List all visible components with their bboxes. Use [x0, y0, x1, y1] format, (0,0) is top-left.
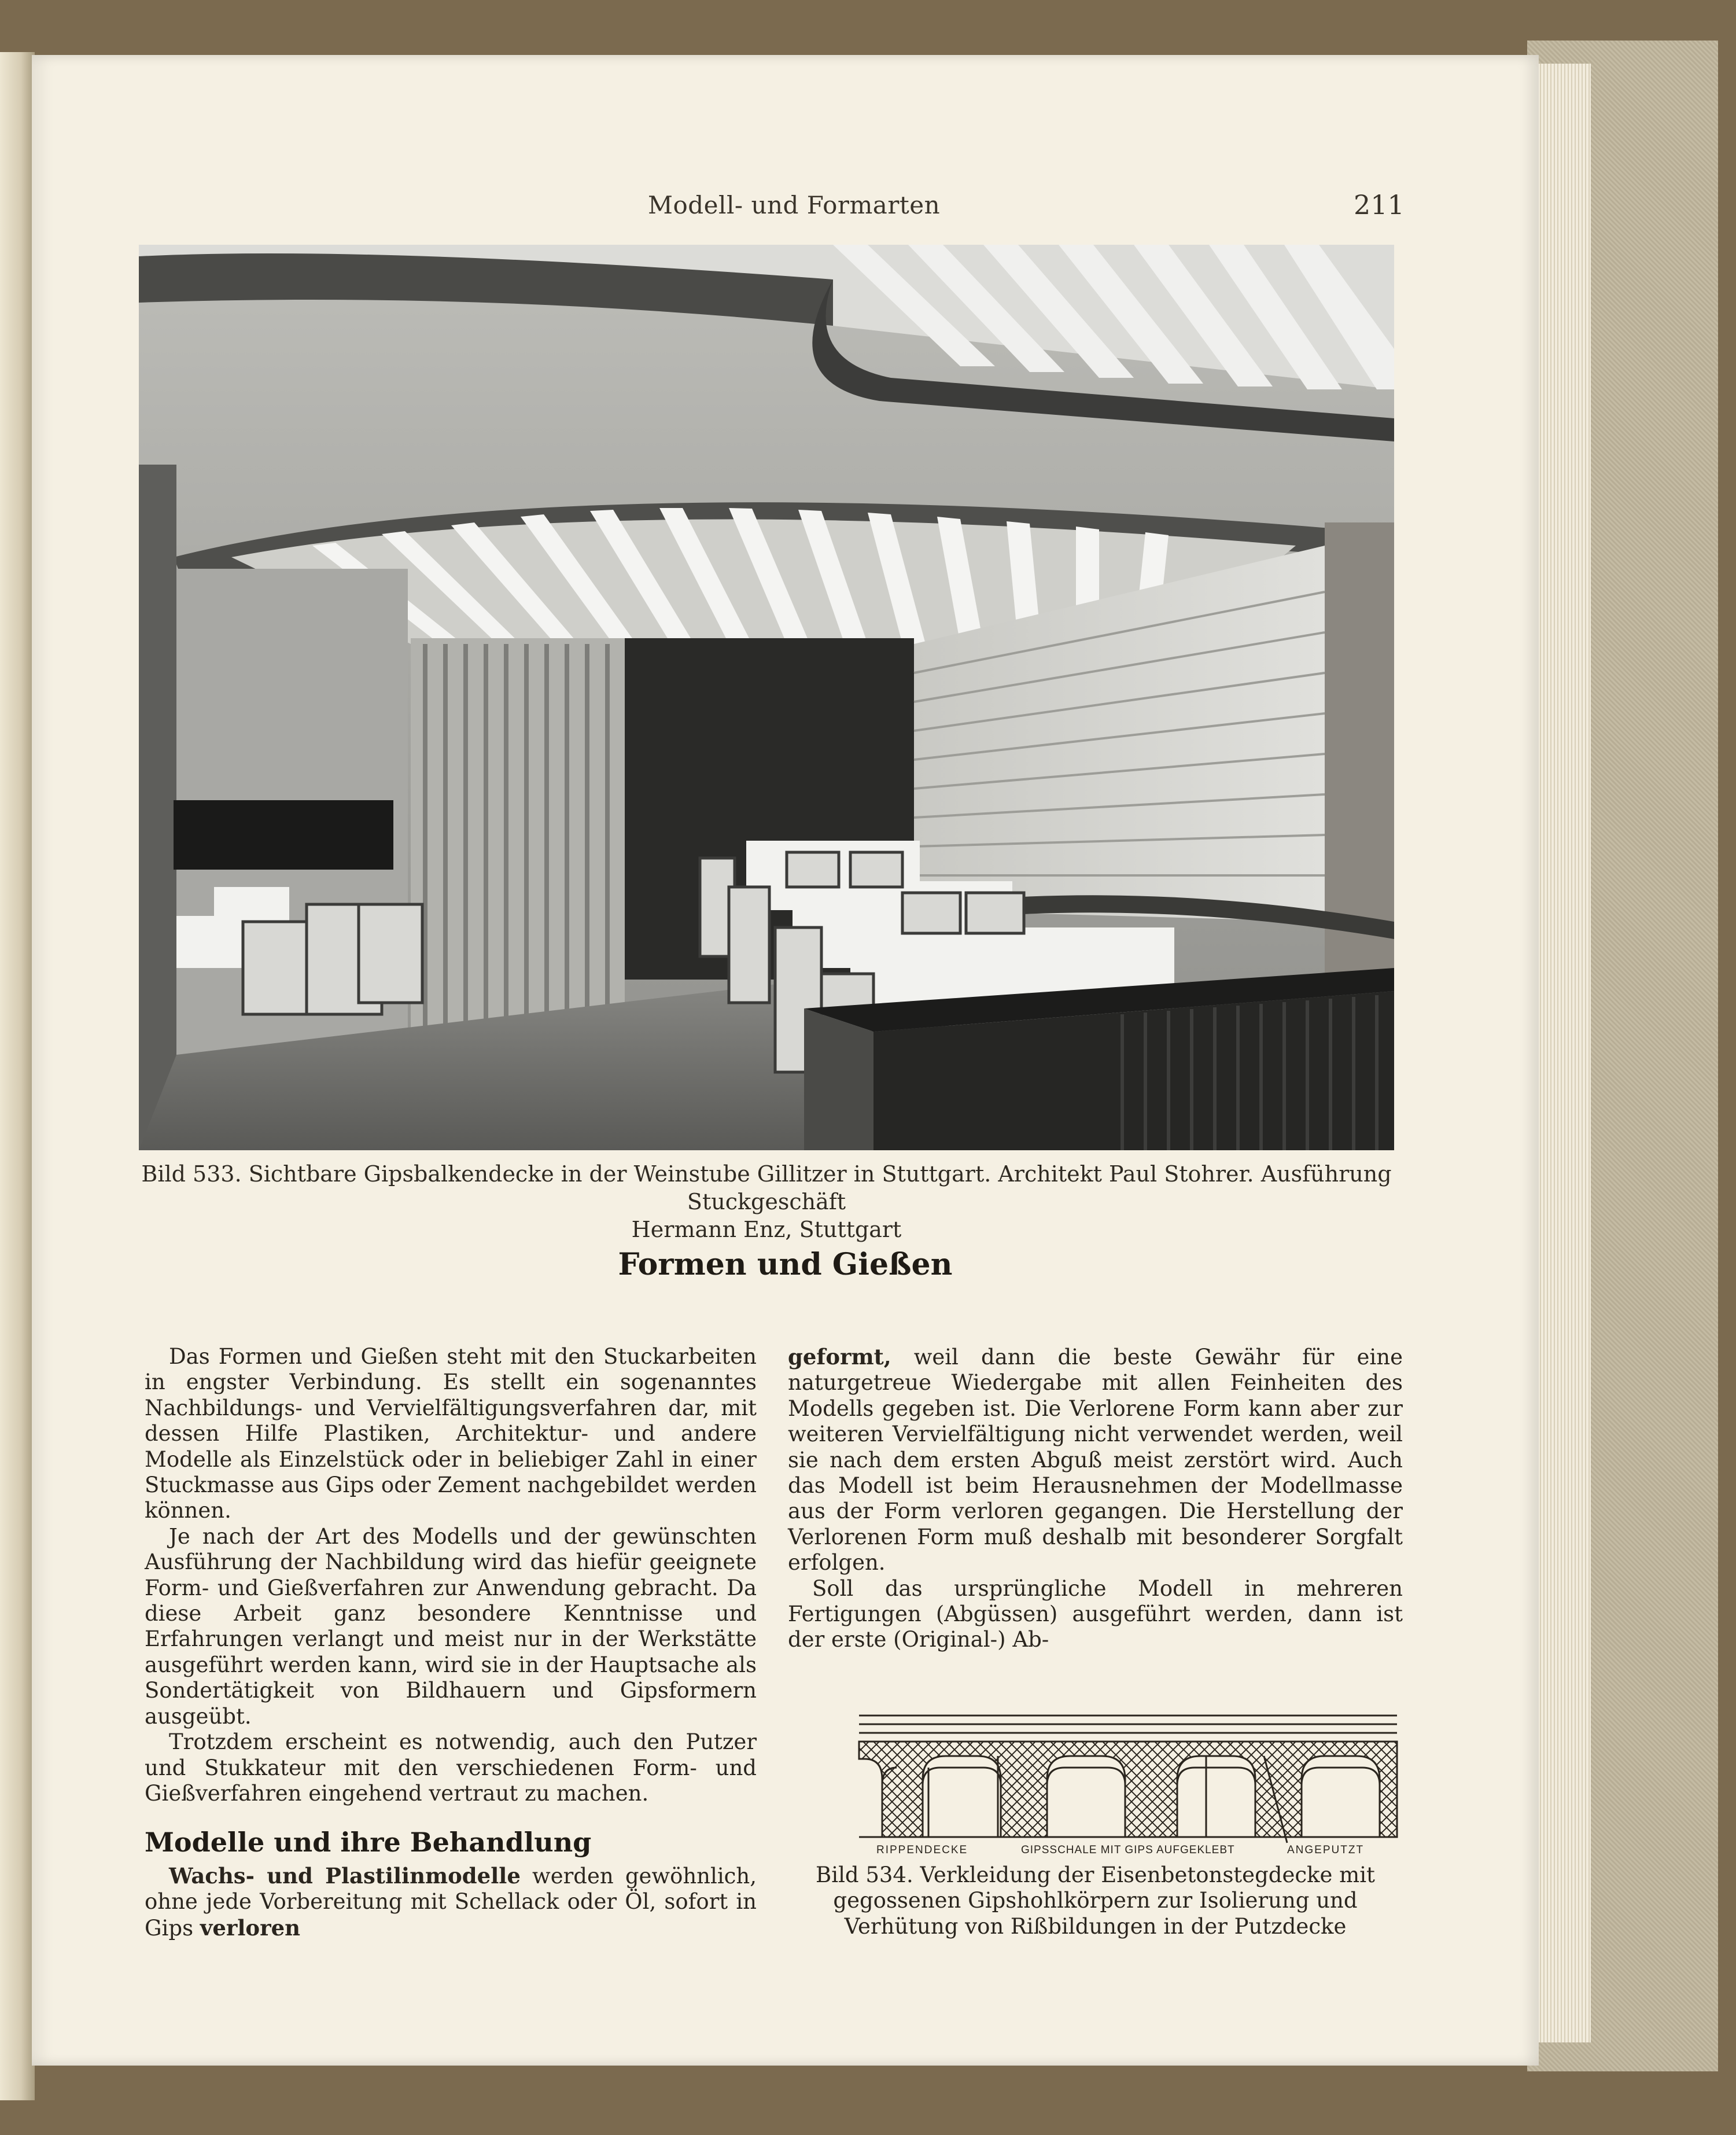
subsection-lead: Wachs- und Plastilinmodelle [169, 1863, 521, 1889]
figure-533-caption [139, 1160, 1394, 1243]
figure-534-caption: Bild 534. Verkleidung der Eisenbetonstegdecke mit gegossenen Gipshohlkörpern zur Isolierung und Verhütung von Rißbildungen in der Putzdecke [816, 1862, 1375, 1939]
subsection-paragraph [145, 1863, 757, 1941]
book-page [32, 55, 1539, 2066]
right-paragraph-2: Soll das ursprüngliche Modell in mehreren Fertigungen (Abgüssen) ausgeführt werden, dann ist der erste (Original-) Ab- [788, 1576, 1403, 1652]
subsection-tail: verloren [200, 1915, 301, 1941]
label-gipsschale: GIPSSCHALE MIT GIPS AUFGEKLEBT [1021, 1844, 1235, 1856]
subsection-title: Modelle und ihre Behandlung [145, 1827, 592, 1858]
left-column-continued [145, 1863, 757, 1941]
figure-533-caption-line1: Bild 533. Sichtbare Gipsbalkendecke in der Weinstube Gillitzer in Stuttgart. Architekt Paul Stohrer. Ausführung Stuckgeschäft [141, 1161, 1392, 1214]
figure-533-photo [139, 245, 1394, 1150]
right-paragraph-1 [788, 1344, 1403, 1576]
right-lead-bold: geformt, [788, 1344, 891, 1370]
right-paragraph-1-rest: weil dann die beste Gewähr für eine naturgetreue Wiedergabe mit allen Feinheiten des Modells gegeben ist. Die Verlorene Form kann aber zur weiteren Vervielfältigung nicht verwendet werden, weil sie nach dem ersten Abguß meist zerstört wird. Auch das Modell ist beim Herausnehmen der Modellmasse aus der Form verloren gegangen. Die Herstellung der Verlorenen Form muß deshalb mit besonderer Sorgfalt erfolgen. [788, 1345, 1403, 1576]
running-header: Modell- und Formarten [648, 191, 941, 219]
subsection-text: werden gewöhnlich, ohne jede Vorbereitung mit Schellack oder Öl, sofort in Gips [145, 1864, 757, 1941]
paragraph-2: Je nach der Art des Modells und der gewünschten Ausführung der Nachbildung wird das hiefür geeignete Form- und Gießverfahren zur Anwendung gebracht. Da diese Arbeit ganz besondere Kenntnisse und Erfahrungen verlangt und meist nur in der Werkstätte ausgeführt werden kann, wird sie in der Hauptsache als Sondertätigkeit von Bildhauern und Gipsformern ausgeübt. [145, 1523, 757, 1729]
figure-533-caption-line2: Hermann Enz, Stuttgart [631, 1217, 902, 1242]
label-rippendecke: RIPPENDECKE [876, 1844, 968, 1856]
left-page-edge [0, 52, 35, 2100]
label-angeputzt: ANGEPUTZT [1287, 1844, 1365, 1856]
right-column [788, 1344, 1403, 1653]
page-number: 211 [1354, 189, 1405, 220]
paragraph-1: Das Formen und Gießen steht mit den Stuckarbeiten in engster Verbindung. Es stellt ein sogenanntes Nachbildungs- und Vervielfältigungsverfahren dar, mit dessen Hilfe Plastiken, Architektur- und andere Modelle als Einzelstück oder in beliebiger Zahl in einer Stuckmasse aus Gips oder Zement nachgebildet werden können. [145, 1344, 757, 1523]
ribbed-slab-section-drawing [824, 1692, 1403, 1857]
paragraph-3: Trotzdem erscheint es notwendig, auch den Putzer und Stukkateur mit den verschiedenen Form- und Gießverfahren eingehend vertraut zu machen. [145, 1729, 757, 1806]
figure-534-diagram [824, 1692, 1403, 1857]
left-column [145, 1344, 757, 1806]
section-title: Formen und Gießen [618, 1247, 953, 1282]
wine-bar-interior-photo [139, 245, 1394, 1150]
